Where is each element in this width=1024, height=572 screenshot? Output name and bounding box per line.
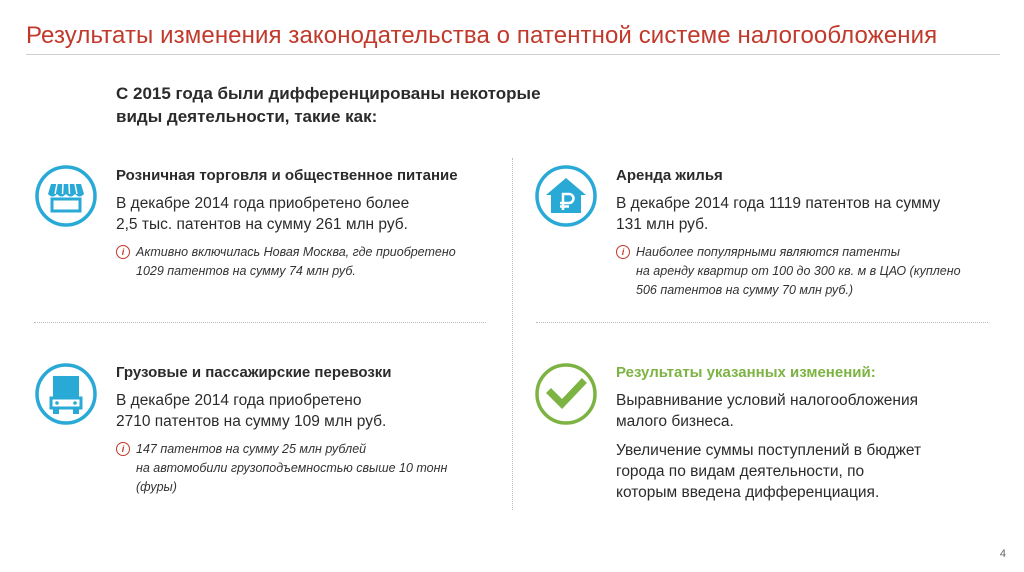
text-line: малого бизнеса. <box>616 413 734 430</box>
results-text <box>616 390 921 503</box>
retail-title: Розничная торговля и общественное питание <box>116 167 458 184</box>
info-icon: i <box>116 245 130 259</box>
text-line: Увеличение суммы поступлений в бюджет <box>616 442 922 459</box>
text-line: 131 млн руб. <box>616 216 709 233</box>
horizontal-divider-left <box>34 322 486 323</box>
shop-icon <box>34 164 98 228</box>
rent-text <box>616 193 961 235</box>
note-line: на автомобили грузоподъемностью свыше 10 тонн <box>136 461 448 475</box>
text-line: 2,5 тыс. патентов на сумму 261 млн руб. <box>116 216 408 233</box>
text-line: В декабре 2014 года приобретено более <box>116 195 410 212</box>
note-line: 1029 патентов на сумму 74 млн руб. <box>136 264 356 278</box>
note-line: (фуры) <box>136 480 177 494</box>
intro-line: С 2015 года были дифференцированы некоторые <box>116 84 541 103</box>
transport-text <box>116 390 447 432</box>
rent-note <box>616 243 961 300</box>
results-paragraph <box>616 390 921 432</box>
page-number: 4 <box>999 548 1006 560</box>
note-line: Наиболее популярными являются патенты <box>636 245 900 259</box>
retail-note <box>116 243 458 281</box>
transport-title: Грузовые и пассажирские перевозки <box>116 364 392 381</box>
results-title: Результаты указанных изменений: <box>616 364 876 381</box>
text-line: которым введена дифференциация. <box>616 484 880 501</box>
retail-block <box>116 166 458 281</box>
results-paragraph <box>616 440 921 503</box>
rent-title: Аренда жилья <box>616 167 723 184</box>
intro-line: виды деятельности, такие как: <box>116 107 378 126</box>
checkmark-icon <box>534 362 598 426</box>
title-divider <box>26 54 1000 55</box>
text-line: города по видам деятельности, по <box>616 463 865 480</box>
transport-block <box>116 363 447 497</box>
horizontal-divider-right <box>536 322 988 323</box>
house-ruble-icon <box>534 164 598 228</box>
text-line: В декабре 2014 года 1119 патентов на сумму <box>616 195 941 212</box>
truck-icon <box>34 362 98 426</box>
retail-text <box>116 193 458 235</box>
note-line: 147 патентов на сумму 25 млн рублей <box>136 442 367 456</box>
info-icon: i <box>616 245 630 259</box>
page-title: Результаты изменения законодательства о патентной системе налогообложения <box>26 22 938 49</box>
note-line: 506 патентов на сумму 70 млн руб.) <box>636 283 854 297</box>
text-line: В декабре 2014 года приобретено <box>116 392 362 409</box>
results-block <box>616 363 921 503</box>
info-icon: i <box>116 442 130 456</box>
intro-text <box>116 82 596 128</box>
vertical-divider <box>512 158 513 510</box>
rent-block <box>616 166 961 300</box>
note-line: Активно включилась Новая Москва, где приобретено <box>136 245 456 259</box>
note-line: на аренду квартир от 100 до 300 кв. м в ЦАО (куплено <box>636 264 961 278</box>
text-line: Выравнивание условий налогообложения <box>616 392 919 409</box>
text-line: 2710 патентов на сумму 109 млн руб. <box>116 413 387 430</box>
transport-note <box>116 440 447 497</box>
